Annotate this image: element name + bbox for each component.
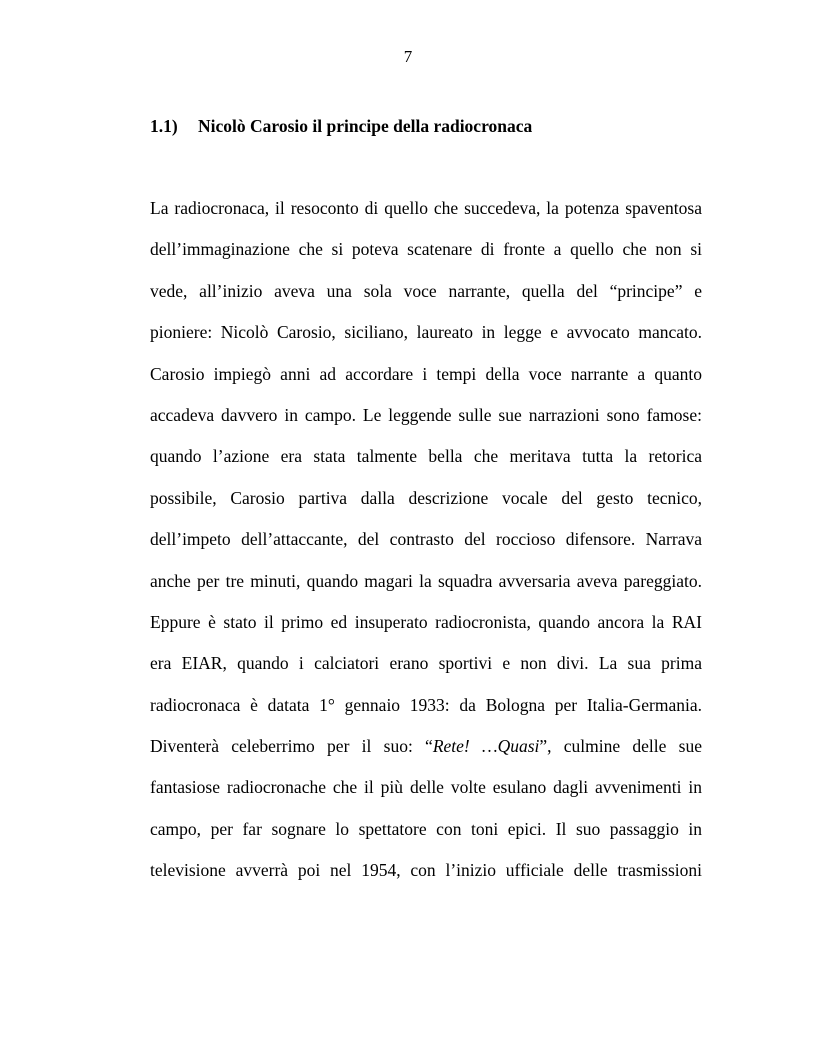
text-line: televisione avverrà poi nel 1954, con l’inizio ufficiale delle trasmissioni <box>150 860 702 881</box>
text-line: dell’immaginazione che si poteva scatenare di fronte a quello che non si <box>150 239 702 260</box>
text-line: fantasiose radiocronache che il più delle volte esulano dagli avvenimenti in <box>150 777 702 798</box>
text-line: quando l’azione era stata talmente bella che meritava tutta la retorica <box>150 446 702 467</box>
quote-rete-quasi: Rete! …Quasi <box>432 736 540 757</box>
line-text-before-quote: Diventerà celeberrimo per il suo: “ <box>150 736 433 757</box>
text-line: possibile, Carosio partiva dalla descrizione vocale del gesto tecnico, <box>150 487 702 508</box>
text-line: accadeva davvero in campo. Le leggende sulle sue narrazioni sono famose: <box>150 404 702 425</box>
text-line: campo, per far sognare lo spettatore con toni epici. Il suo passaggio in <box>150 818 702 839</box>
text-line: era EIAR, quando i calciatori erano sportivi e non divi. La sua prima <box>150 653 702 674</box>
text-line: dell’impeto dell’attaccante, del contrasto del roccioso difensore. Narrava <box>150 529 702 550</box>
text-line: vede, all’inizio aveva una sola voce narrante, quella del “principe” e <box>150 280 702 301</box>
line-text-after-quote: ”, culmine delle sue <box>539 736 703 757</box>
section-heading <box>150 116 532 137</box>
text-line: radiocronaca è datata 1° gennaio 1933: da Bologna per Italia-Germania. <box>150 694 702 715</box>
section-title: Nicolò Carosio il principe della radiocronaca <box>198 116 533 136</box>
text-line: anche per tre minuti, quando magari la squadra avversaria aveva pareggiato. <box>150 570 702 591</box>
text-line: La radiocronaca, il resoconto di quello che succedeva, la potenza spaventosa <box>150 198 702 218</box>
section-number: 1.1) <box>150 116 178 136</box>
text-line-with-quote <box>150 726 702 767</box>
text-line: Carosio impiegò anni ad accordare i tempi della voce narrante a quanto <box>150 363 702 384</box>
body-paragraph <box>150 188 702 892</box>
text-line: pioniere: Nicolò Carosio, siciliano, laureato in legge e avvocato mancato. <box>150 322 702 343</box>
page-number: 7 <box>403 47 413 66</box>
text-line: Eppure è stato il primo ed insuperato radiocronista, quando ancora la RAI <box>150 611 702 632</box>
